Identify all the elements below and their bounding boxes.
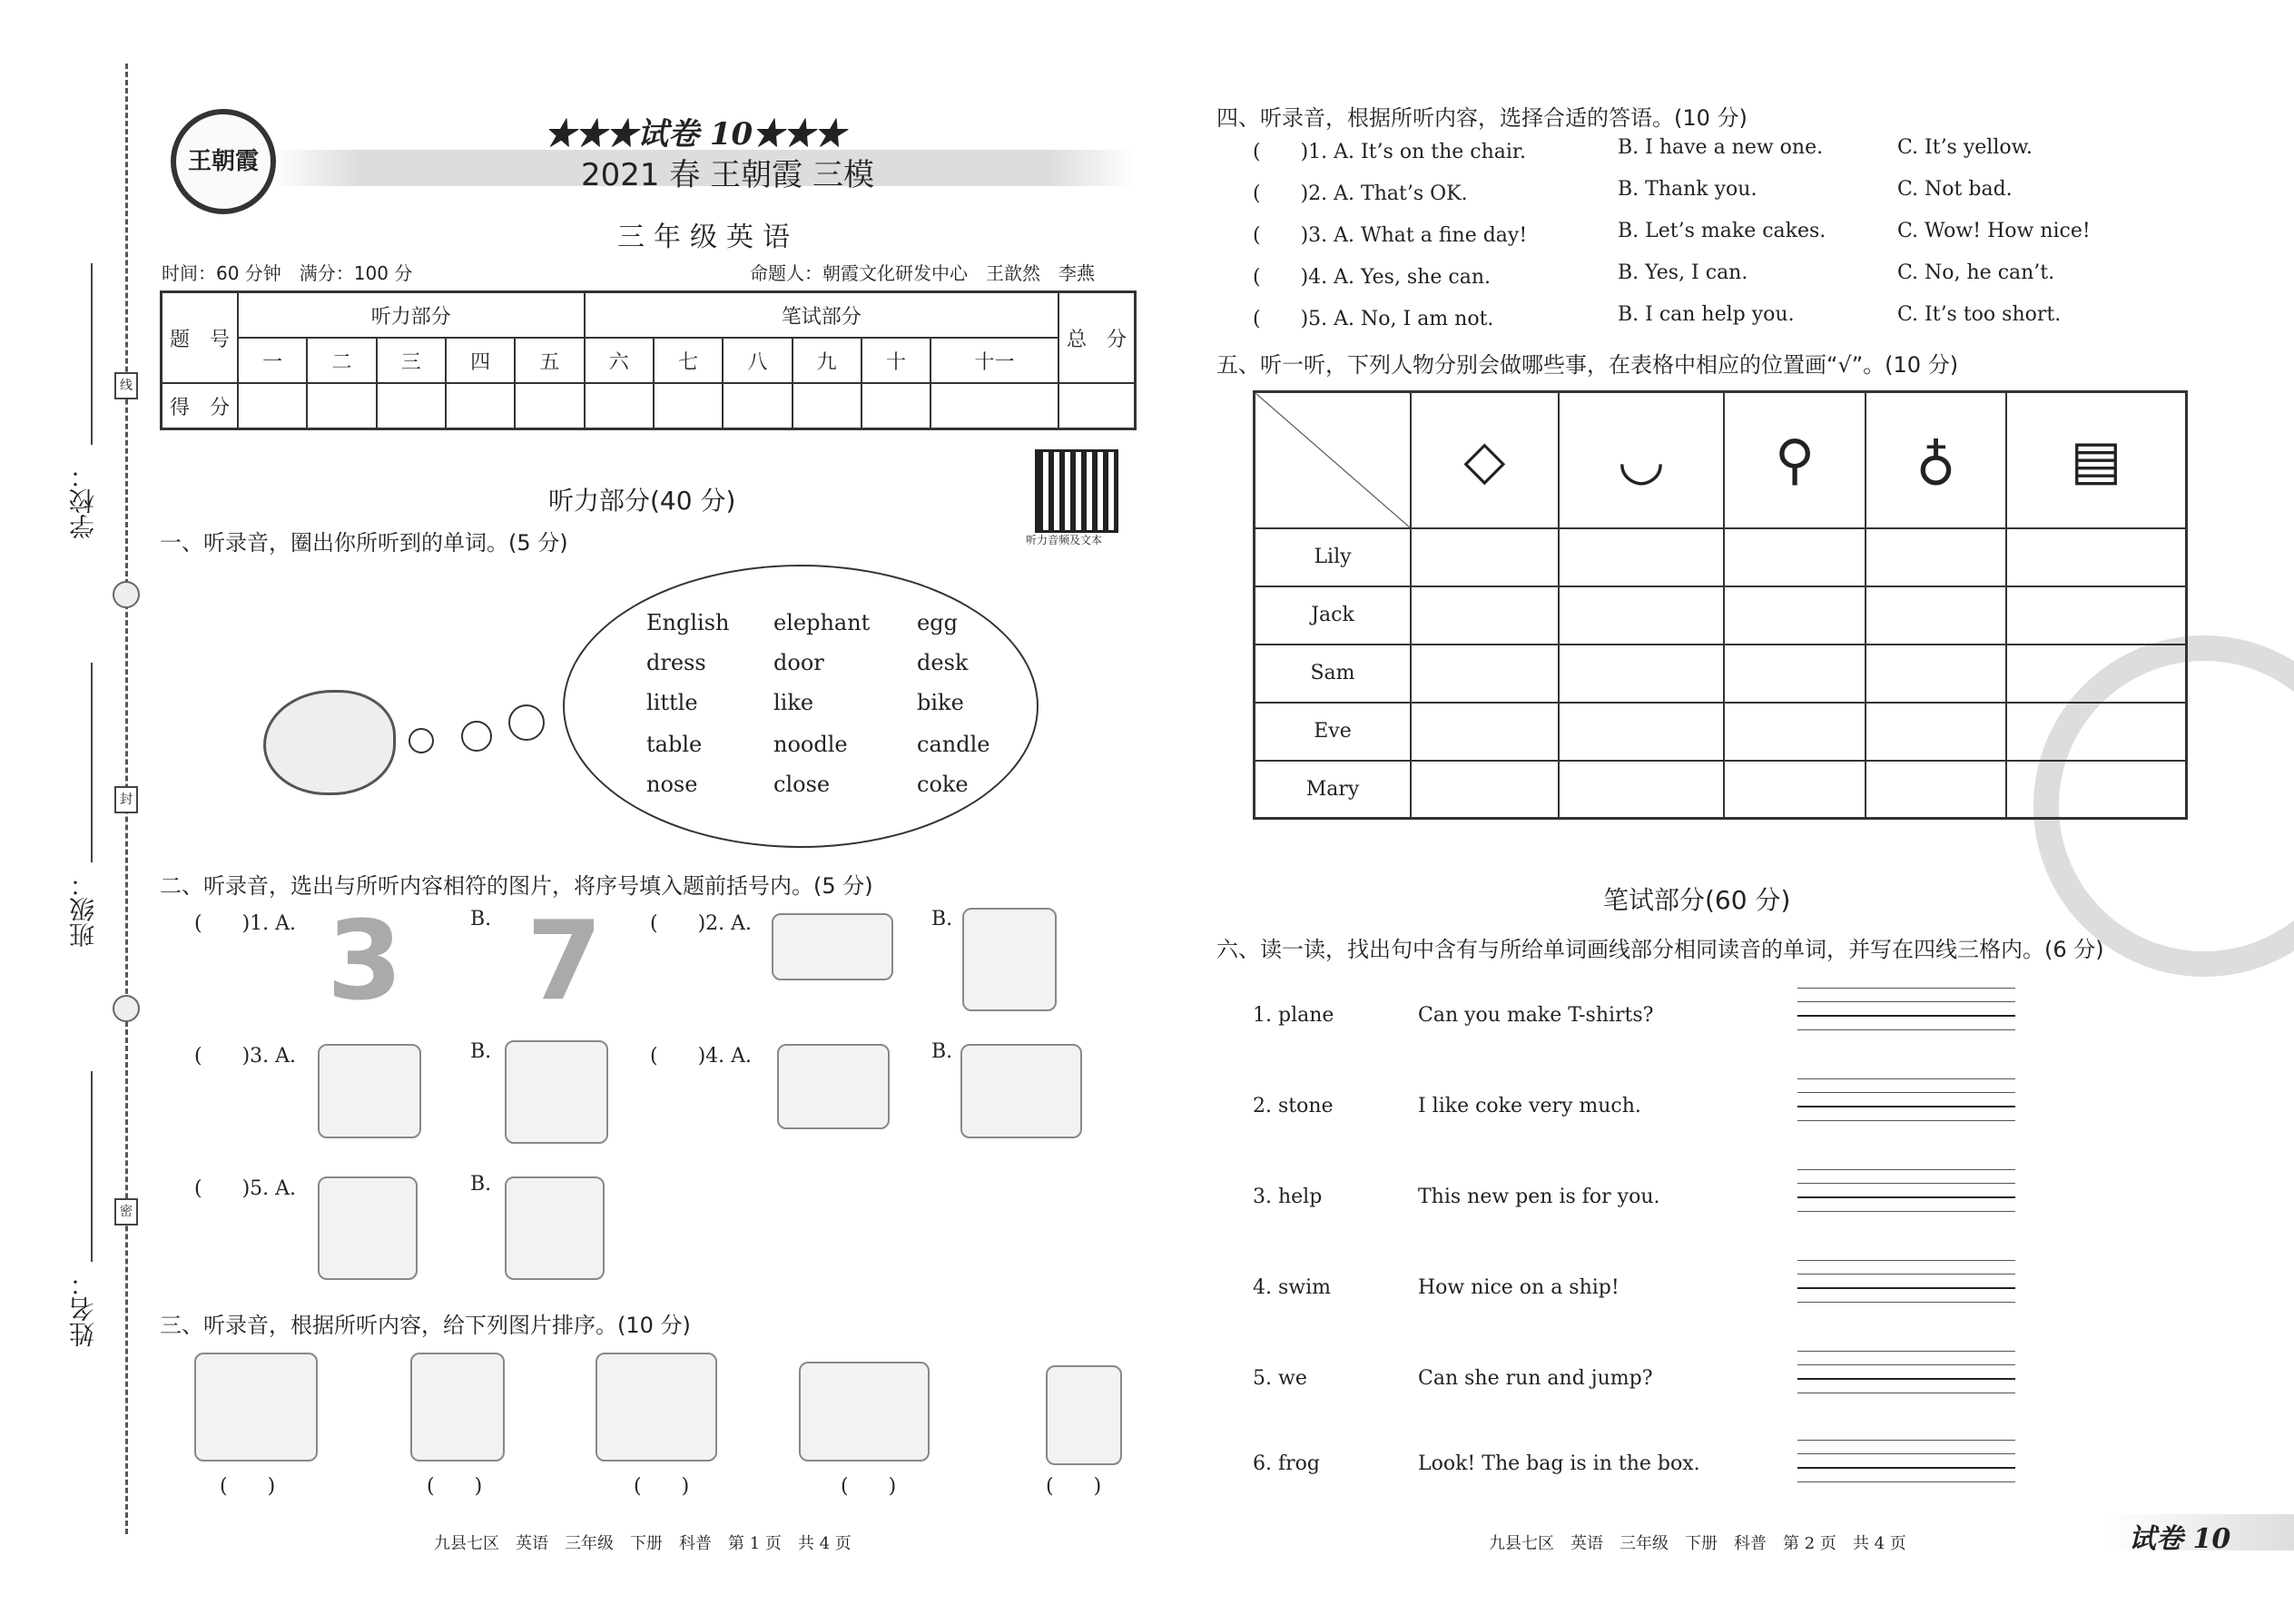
- paper-badge: 试卷 10: [2129, 1523, 2231, 1555]
- authors: 命题人：朝霞文化研发中心 王歆然 李燕: [750, 262, 1095, 284]
- option-b: B.: [470, 1040, 492, 1063]
- section-1-title: 一、听录音，圈出你所听到的单词。(5 分): [160, 530, 568, 556]
- q4-2-b: B. Thank you.: [1618, 178, 1757, 201]
- tick-cell[interactable]: [2006, 703, 2186, 761]
- tick-cell[interactable]: [1866, 703, 2006, 761]
- order-blank[interactable]: ( ): [841, 1475, 897, 1498]
- paper-subtitle: 2021 春 王朝霞 三模: [581, 157, 874, 193]
- binder-hole-icon: [113, 995, 140, 1022]
- class-label: 班级：: [68, 871, 98, 948]
- score-cell[interactable]: [585, 383, 654, 429]
- tick-cell[interactable]: [1724, 528, 1865, 586]
- score-cell[interactable]: [377, 383, 446, 429]
- section-5-title: 五、听一听，下列人物分别会做哪些事，在表格中相应的位置画“√”。(10 分): [1216, 352, 1959, 378]
- order-blank[interactable]: ( ): [634, 1475, 690, 1498]
- order-blank[interactable]: ( ): [1046, 1475, 1102, 1498]
- s6-sentence: Can you make T-shirts?: [1418, 1004, 1654, 1027]
- number-seven-image: 7: [527, 899, 603, 1025]
- tick-cell[interactable]: [1724, 645, 1865, 703]
- subject-title: 三年级英语: [617, 221, 799, 253]
- col-4: 四: [446, 338, 515, 383]
- option-b: B.: [931, 1040, 953, 1063]
- time-score: 时间：60 分钟 满分：100 分: [162, 262, 413, 284]
- word[interactable]: egg: [917, 610, 958, 635]
- col-10: 十: [861, 338, 930, 383]
- col-8: 八: [723, 338, 792, 383]
- swimming-boy-image: [772, 913, 893, 980]
- score-cell[interactable]: [861, 383, 930, 429]
- q2-5[interactable]: ( )5. A.: [194, 1177, 297, 1200]
- s6-sentence: This new pen is for you.: [1418, 1186, 1660, 1208]
- tick-cell[interactable]: [2006, 528, 2186, 586]
- tick-cell[interactable]: [2006, 645, 2186, 703]
- tick-cell[interactable]: [1411, 703, 1559, 761]
- paper-number: ★★★试卷 10★★★: [545, 116, 846, 153]
- score-table: [160, 290, 1137, 430]
- running-kids-image: [799, 1362, 930, 1462]
- score-cell[interactable]: [1058, 383, 1136, 429]
- section-4-title: 四、听录音，根据所听内容，选择合适的答语。(10 分): [1216, 105, 1748, 131]
- score-cell[interactable]: [723, 383, 792, 429]
- word[interactable]: English: [646, 610, 730, 635]
- col-5: 五: [515, 338, 584, 383]
- order-blank[interactable]: ( ): [220, 1475, 276, 1498]
- fish-icon: [263, 690, 396, 795]
- name-label: 姓名：: [68, 1271, 98, 1347]
- header-listening: 听力部分: [238, 292, 585, 339]
- writing-title: 笔试部分(60 分): [1603, 885, 1791, 915]
- name-cell: Lily: [1255, 528, 1412, 586]
- bike-icon: ⚲: [1724, 392, 1865, 528]
- binder-hole-icon: [113, 581, 140, 608]
- tick-cell[interactable]: [1559, 761, 1725, 819]
- s6-sentence: Can she run and jump?: [1418, 1367, 1653, 1390]
- tick-cell[interactable]: [1724, 703, 1865, 761]
- col-1: 一: [238, 338, 307, 383]
- col-9: 九: [793, 338, 861, 383]
- col-7: 七: [654, 338, 723, 383]
- tick-cell[interactable]: [1411, 645, 1559, 703]
- option-b: B.: [470, 908, 492, 930]
- q4-2-c: C. Not bad.: [1897, 178, 2013, 201]
- kite-icon: ◇: [1411, 392, 1559, 528]
- s6-word: 3. help: [1253, 1186, 1323, 1208]
- q4-5[interactable]: ( )5. A. No, I am not.: [1253, 308, 1494, 330]
- word[interactable]: coke: [917, 772, 969, 797]
- score-cell[interactable]: [515, 383, 584, 429]
- header-score: 得 分: [162, 383, 239, 429]
- writing-lines[interactable]: [1797, 1169, 2015, 1227]
- name-cell: Mary: [1255, 761, 1412, 819]
- q4-4[interactable]: ( )4. A. Yes, she can.: [1253, 266, 1492, 289]
- option-b: B.: [931, 908, 953, 930]
- score-cell[interactable]: [307, 383, 376, 429]
- writing-lines[interactable]: [1797, 1078, 2015, 1137]
- tick-cell[interactable]: [1559, 703, 1725, 761]
- binder-mi: 密: [114, 1198, 138, 1225]
- q4-3-b: B. Let’s make cakes.: [1618, 220, 1826, 242]
- col-2: 二: [307, 338, 376, 383]
- header-tihao: 题 号: [162, 292, 239, 384]
- bubble-icon: [461, 721, 492, 752]
- name-cell: Sam: [1255, 645, 1412, 703]
- skirt-image: [318, 1044, 421, 1138]
- score-cell[interactable]: [238, 383, 307, 429]
- shirt-image: [505, 1040, 608, 1144]
- word[interactable]: desk: [917, 650, 969, 675]
- score-cell[interactable]: [654, 383, 723, 429]
- q4-2[interactable]: ( )2. A. That’s OK.: [1253, 182, 1468, 205]
- bubble-icon: [409, 728, 434, 753]
- jump-rope-boy-image: [962, 908, 1057, 1011]
- class-blank: [91, 663, 93, 862]
- q4-5-b: B. I can help you.: [1618, 303, 1795, 326]
- q2-4[interactable]: ( )4. A.: [650, 1045, 753, 1068]
- binder-feng: 封: [114, 786, 138, 813]
- tick-cell[interactable]: [1559, 586, 1725, 645]
- activity-table: [1253, 390, 2188, 820]
- listening-title: 听力部分(40 分): [548, 486, 736, 516]
- score-cell[interactable]: [446, 383, 515, 429]
- fries-image: [1046, 1365, 1122, 1465]
- s6-sentence: I like coke very much.: [1418, 1095, 1641, 1117]
- section-3-title: 三、听录音，根据所听内容，给下列图片排序。(10 分): [160, 1313, 691, 1338]
- brand-logo: 王朝霞: [171, 109, 276, 214]
- score-cell[interactable]: [930, 383, 1058, 429]
- q4-1-c: C. It’s yellow.: [1897, 136, 2033, 159]
- word[interactable]: candle: [917, 732, 990, 757]
- word[interactable]: elephant: [773, 610, 871, 635]
- q4-1-b: B. I have a new one.: [1618, 136, 1824, 159]
- s6-word: 1. plane: [1253, 1004, 1334, 1027]
- bubble-icon: [508, 704, 545, 741]
- girl-in-box-image: [318, 1176, 418, 1280]
- noodles-icon: ◡: [1559, 392, 1725, 528]
- tick-cell[interactable]: [1866, 586, 2006, 645]
- q4-1[interactable]: ( )1. A. It’s on the chair.: [1253, 141, 1526, 163]
- tick-cell[interactable]: [1724, 586, 1865, 645]
- footer-right: 九县七区 英语 三年级 下册 科普 第 2 页 共 4 页: [1489, 1534, 1906, 1553]
- word[interactable]: door: [773, 650, 824, 675]
- girl-on-desk-image: [505, 1176, 605, 1280]
- word[interactable]: noodle: [773, 732, 848, 757]
- qr-caption: 听力音频及文本: [1026, 534, 1103, 546]
- s6-word: 2. stone: [1253, 1095, 1334, 1117]
- plane-image: [777, 1044, 890, 1129]
- q4-3-c: C. Wow! How nice!: [1897, 220, 2091, 242]
- name-cell: Jack: [1255, 586, 1412, 645]
- word[interactable]: nose: [646, 772, 698, 797]
- writing-lines[interactable]: [1797, 1351, 2015, 1409]
- col-11: 十一: [930, 338, 1058, 383]
- word[interactable]: little: [646, 690, 698, 715]
- tick-cell[interactable]: [1559, 645, 1725, 703]
- s6-word: 5. we: [1253, 1367, 1307, 1390]
- microphone-icon: ♁: [1866, 392, 2006, 528]
- tick-cell[interactable]: [1866, 645, 2006, 703]
- word[interactable]: like: [773, 690, 814, 715]
- writing-lines[interactable]: [1797, 1260, 2015, 1318]
- q4-5-c: C. It’s too short.: [1897, 303, 2062, 326]
- word[interactable]: bike: [917, 690, 964, 715]
- tick-cell[interactable]: [1411, 528, 1559, 586]
- q2-1[interactable]: ( )1. A.: [194, 912, 297, 935]
- score-cell[interactable]: [793, 383, 861, 429]
- tick-cell[interactable]: [2006, 761, 2186, 819]
- school-label: 学校：: [68, 463, 98, 539]
- q4-4-c: C. No, he can’t.: [1897, 261, 2055, 284]
- q2-2[interactable]: ( )2. A.: [650, 912, 753, 935]
- family-photo-image: [194, 1353, 318, 1462]
- tick-cell[interactable]: [1866, 528, 2006, 586]
- option-b: B.: [470, 1173, 492, 1196]
- q4-4-b: B. Yes, I can.: [1618, 261, 1748, 284]
- park-scene-image: [596, 1353, 717, 1462]
- s6-sentence: Look! The bag is in the box.: [1418, 1452, 1700, 1475]
- header-total: 总 分: [1058, 292, 1136, 384]
- footer-left: 九县七区 英语 三年级 下册 科普 第 1 页 共 4 页: [434, 1534, 852, 1553]
- writing-lines[interactable]: [1797, 988, 2015, 1046]
- ship-image: [960, 1044, 1082, 1138]
- tick-cell[interactable]: [1866, 761, 2006, 819]
- word[interactable]: dress: [646, 650, 706, 675]
- qr-code-icon[interactable]: [1035, 449, 1118, 533]
- school-blank: [91, 263, 93, 445]
- q2-3[interactable]: ( )3. A.: [194, 1045, 297, 1068]
- order-blank[interactable]: ( ): [427, 1475, 483, 1498]
- cake-icon: ▤: [2006, 392, 2186, 528]
- header-writing: 笔试部分: [585, 292, 1058, 339]
- name-blank: [91, 1071, 93, 1262]
- name-cell: Eve: [1255, 703, 1412, 761]
- s6-word: 6. frog: [1253, 1452, 1320, 1475]
- diagonal-header-cell: [1255, 392, 1412, 528]
- col-6: 六: [585, 338, 654, 383]
- q4-3[interactable]: ( )3. A. What a fine day!: [1253, 224, 1528, 247]
- tick-cell[interactable]: [1724, 761, 1865, 819]
- number-three-image: 3: [327, 899, 403, 1025]
- writing-lines[interactable]: [1797, 1440, 2015, 1498]
- tick-cell[interactable]: [1411, 586, 1559, 645]
- col-3: 三: [377, 338, 446, 383]
- s6-sentence: How nice on a ship!: [1418, 1276, 1620, 1299]
- s6-word: 4. swim: [1253, 1276, 1332, 1299]
- word[interactable]: table: [646, 732, 703, 757]
- section-6-title: 六、读一读，找出句中含有与所给单词画线部分相同读音的单词，并写在四线三格内。(6 分): [1216, 937, 2104, 962]
- section-2-title: 二、听录音，选出与所听内容相符的图片，将序号填入题前括号内。(5 分): [160, 873, 873, 899]
- rabbit-image: [410, 1353, 505, 1462]
- tick-cell[interactable]: [1411, 761, 1559, 819]
- tick-cell[interactable]: [1559, 528, 1725, 586]
- tick-cell[interactable]: [2006, 586, 2186, 645]
- binder-xian: 线: [114, 372, 138, 399]
- word[interactable]: close: [773, 772, 831, 797]
